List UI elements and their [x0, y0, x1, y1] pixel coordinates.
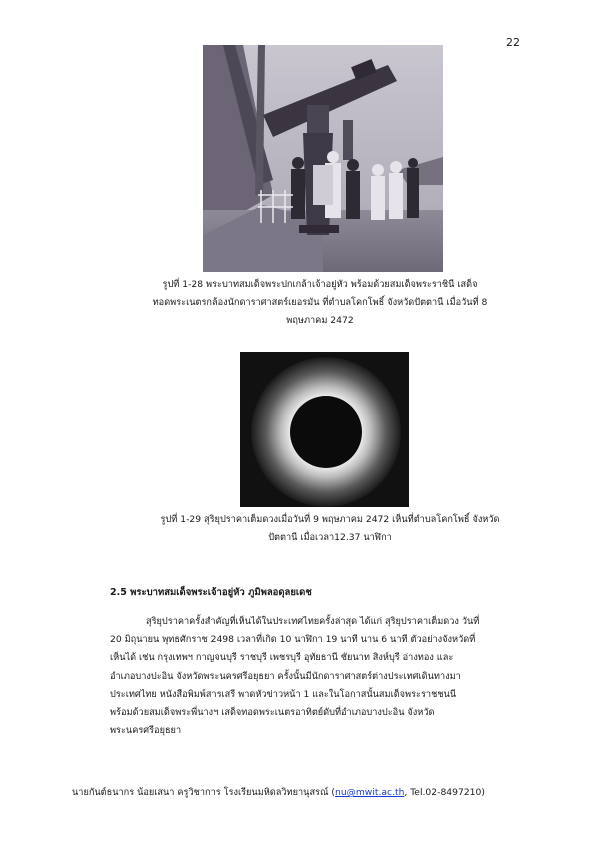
body-line: พระนครศรีอยุธยา [110, 725, 182, 737]
figure-1-caption [100, 276, 540, 330]
body-line: พร้อมด้วยสมเด็จพระพี่นางฯ เสด็จทอดพระเนตรอาทิตย์ดับที่อำเภอบางปะอิน จังหวัด [110, 707, 435, 719]
footer-author: นายกันต์ธนากร น้อยเสนา ครูวิชาการ โรงเรียนมหิดลวิทยานุสรณ์ ( [72, 787, 336, 798]
caption-line: พฤษภาคม 2472 [286, 315, 354, 326]
caption-line: รูปที่ 1-29 สุริยุปราคาเต็มดวงเมื่อวันที่ 9 พฤษภาคม 2472 เห็นที่ตำบลโคกโพธิ์ จังหวัด [160, 514, 500, 525]
body-line: อำเภอบางปะอิน จังหวัดพระนครศรีอยุธยา ครั้งนั้นมีนักดาราศาสตร์ต่างประเทศเดินทางมา [110, 670, 461, 682]
caption-line: ปัตตานี เมื่อเวลา12.37 นาฬิกา [268, 532, 392, 543]
body-line: เห็นได้ เช่น กรุงเทพฯ กาญจนบุรี ราชบุรี เพชรบุรี อุทัยธานี ชัยนาท สิงห์บุรี อ่างทอง และ [110, 652, 454, 664]
solar-eclipse-photo [240, 352, 409, 507]
body-line: ประเทศไทย หนังสือพิมพ์สารเสรี พาดหัวข่าวหน้า 1 และในโอกาสนั้นสมเด็จพระราชชนนี [110, 688, 457, 700]
body-line: 20 มิถุนายน พุทธศักราช 2498 เวลาที่เกิด 10 นาฬิกา 19 นาที นาน 6 นาที ตัวอย่างจังหวัดที่ [110, 634, 476, 646]
footer-phone: , Tel.02-8497210) [404, 787, 485, 798]
page-footer [72, 785, 485, 800]
body-line: สุริยุปราคาครั้งสำคัญที่เห็นได้ในประเทศไทยครั้งล่าสุด ได้แก่ สุริยุปราคาเต็มดวง วันที่ [146, 616, 480, 627]
page-number: 22 [506, 36, 520, 49]
caption-line: รูปที่ 1-28 พระบาทสมเด็จพระปกเกล้าเจ้าอยู่หัว พร้อมด้วยสมเด็จพระราชินี เสด็จ [162, 279, 478, 290]
section-heading: 2.5 พระบาทสมเด็จพระเจ้าอยู่หัว ภูมิพลอดุลยเดช [110, 587, 312, 598]
telescope-photo [203, 45, 443, 272]
footer-email-link[interactable]: nu@mwit.ac.th [335, 787, 405, 798]
caption-line: ทอดพระเนตรกล้องนักดาราศาสตร์เยอรมัน ที่ตำบลโคกโพธิ์ จังหวัดปัตตานี เมื่อวันที่ 8 [152, 297, 488, 308]
section-body [110, 613, 535, 740]
figure-2-caption [100, 511, 560, 547]
